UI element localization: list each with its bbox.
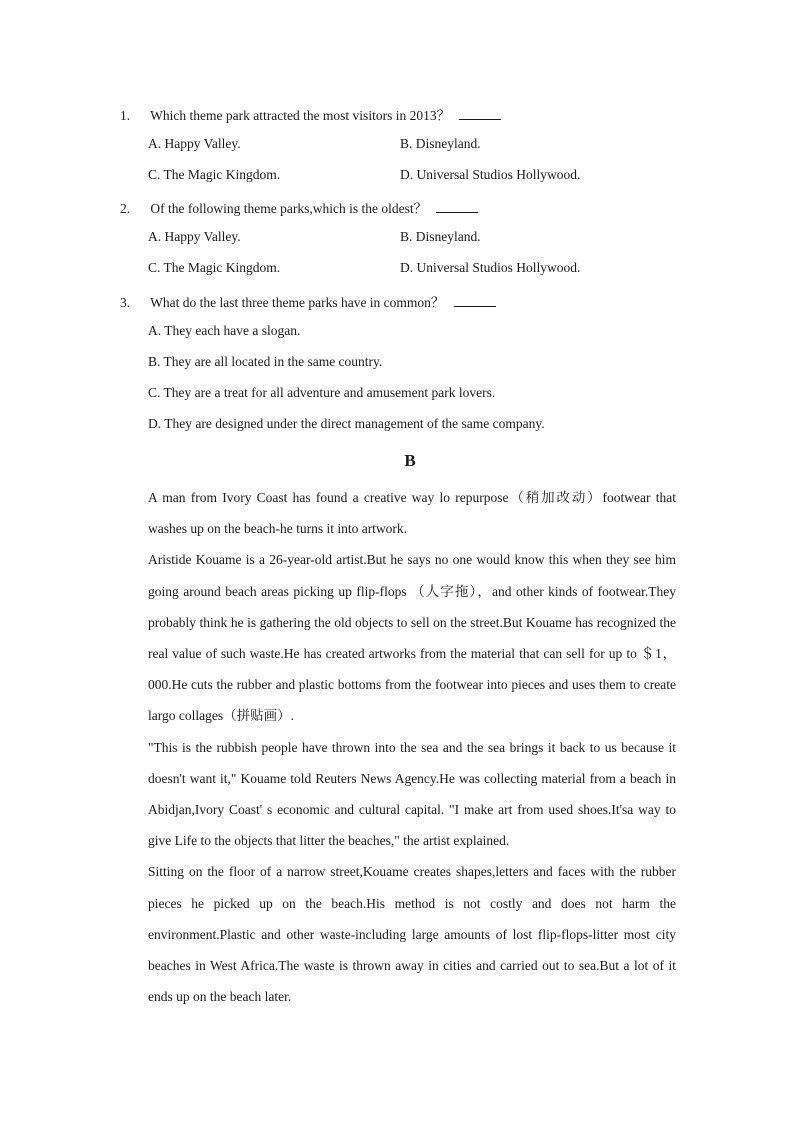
passage	[148, 482, 676, 1012]
paragraph: A man from Ivory Coast has found a creative way lo repurpose（稍加改动）footwear that washes up on the beach-he turns it into artwork.	[148, 490, 676, 537]
question-number: 2.	[120, 201, 131, 216]
option-c: C. The Magic Kingdom.	[148, 167, 281, 182]
answer-blank[interactable]	[459, 109, 501, 120]
option-d: D. They are designed under the direct management of the same company.	[148, 416, 545, 431]
option-c: C. They are a treat for all adventure and amusement park lovers.	[148, 385, 496, 400]
option-d: D. Universal Studios Hollywood.	[400, 167, 581, 182]
option-c: C. The Magic Kingdom.	[148, 260, 281, 275]
option-a: A. They each have a slogan.	[148, 323, 301, 338]
option-b: B. Disneyland.	[400, 136, 481, 151]
question-1	[120, 104, 501, 124]
answer-blank[interactable]	[436, 202, 478, 213]
question-stem: What do the last three theme parks have in common？	[150, 295, 445, 310]
option-a: A. Happy Valley.	[148, 229, 241, 244]
question-stem: Which theme park attracted the most visitors in 2013？	[150, 108, 451, 123]
option-b: B. Disneyland.	[400, 229, 481, 244]
paragraph: Sitting on the floor of a narrow street,Kouame creates shapes,letters and faces with the rubber pieces he picked up on the beach.His method is not costly and does not harm the environment.Plastic and other waste-including large amounts of lost flip-flops-litter most city beaches in West Africa.The waste is thrown away in cities and carried out to sea.But a lot of it ends up on the beach later.	[148, 864, 676, 1005]
answer-blank[interactable]	[454, 296, 496, 307]
option-b: B. They are all located in the same country.	[148, 354, 383, 369]
option-a: A. Happy Valley.	[148, 136, 241, 151]
question-2	[120, 197, 478, 217]
question-3	[120, 291, 496, 311]
option-d: D. Universal Studios Hollywood.	[400, 260, 581, 275]
paragraph: "This is the rubbish people have thrown into the sea and the sea brings it back to us because it doesn't want it," Kouame told Reuters News Agency.He was collecting material from a beach in Abidjan,Ivory Coast' s economic and cultural capital. "I make art from used shoes.It'sa way to give Life to the objects that litter the beaches," the artist explained.	[148, 739, 676, 849]
question-number: 1.	[120, 108, 131, 123]
question-number: 3.	[120, 295, 131, 310]
question-stem: Of the following theme parks,which is the oldest？	[150, 201, 428, 216]
section-title: B	[404, 451, 416, 470]
paragraph: Aristide Kouame is a 26-year-old artist.But he says no one would know this when they see him going around beach areas picking up flip-flops （人字拖），and other kinds of footwear.They probably think he is gathering the old objects to sell on the street.But Kouame has recognized the real value of such waste.He has created artworks from the material that can sell for up to ＄1，000.He cuts the rubber and plastic bottoms from the footwear into pieces and uses them to create largo collages（拼贴画）.	[148, 552, 676, 724]
